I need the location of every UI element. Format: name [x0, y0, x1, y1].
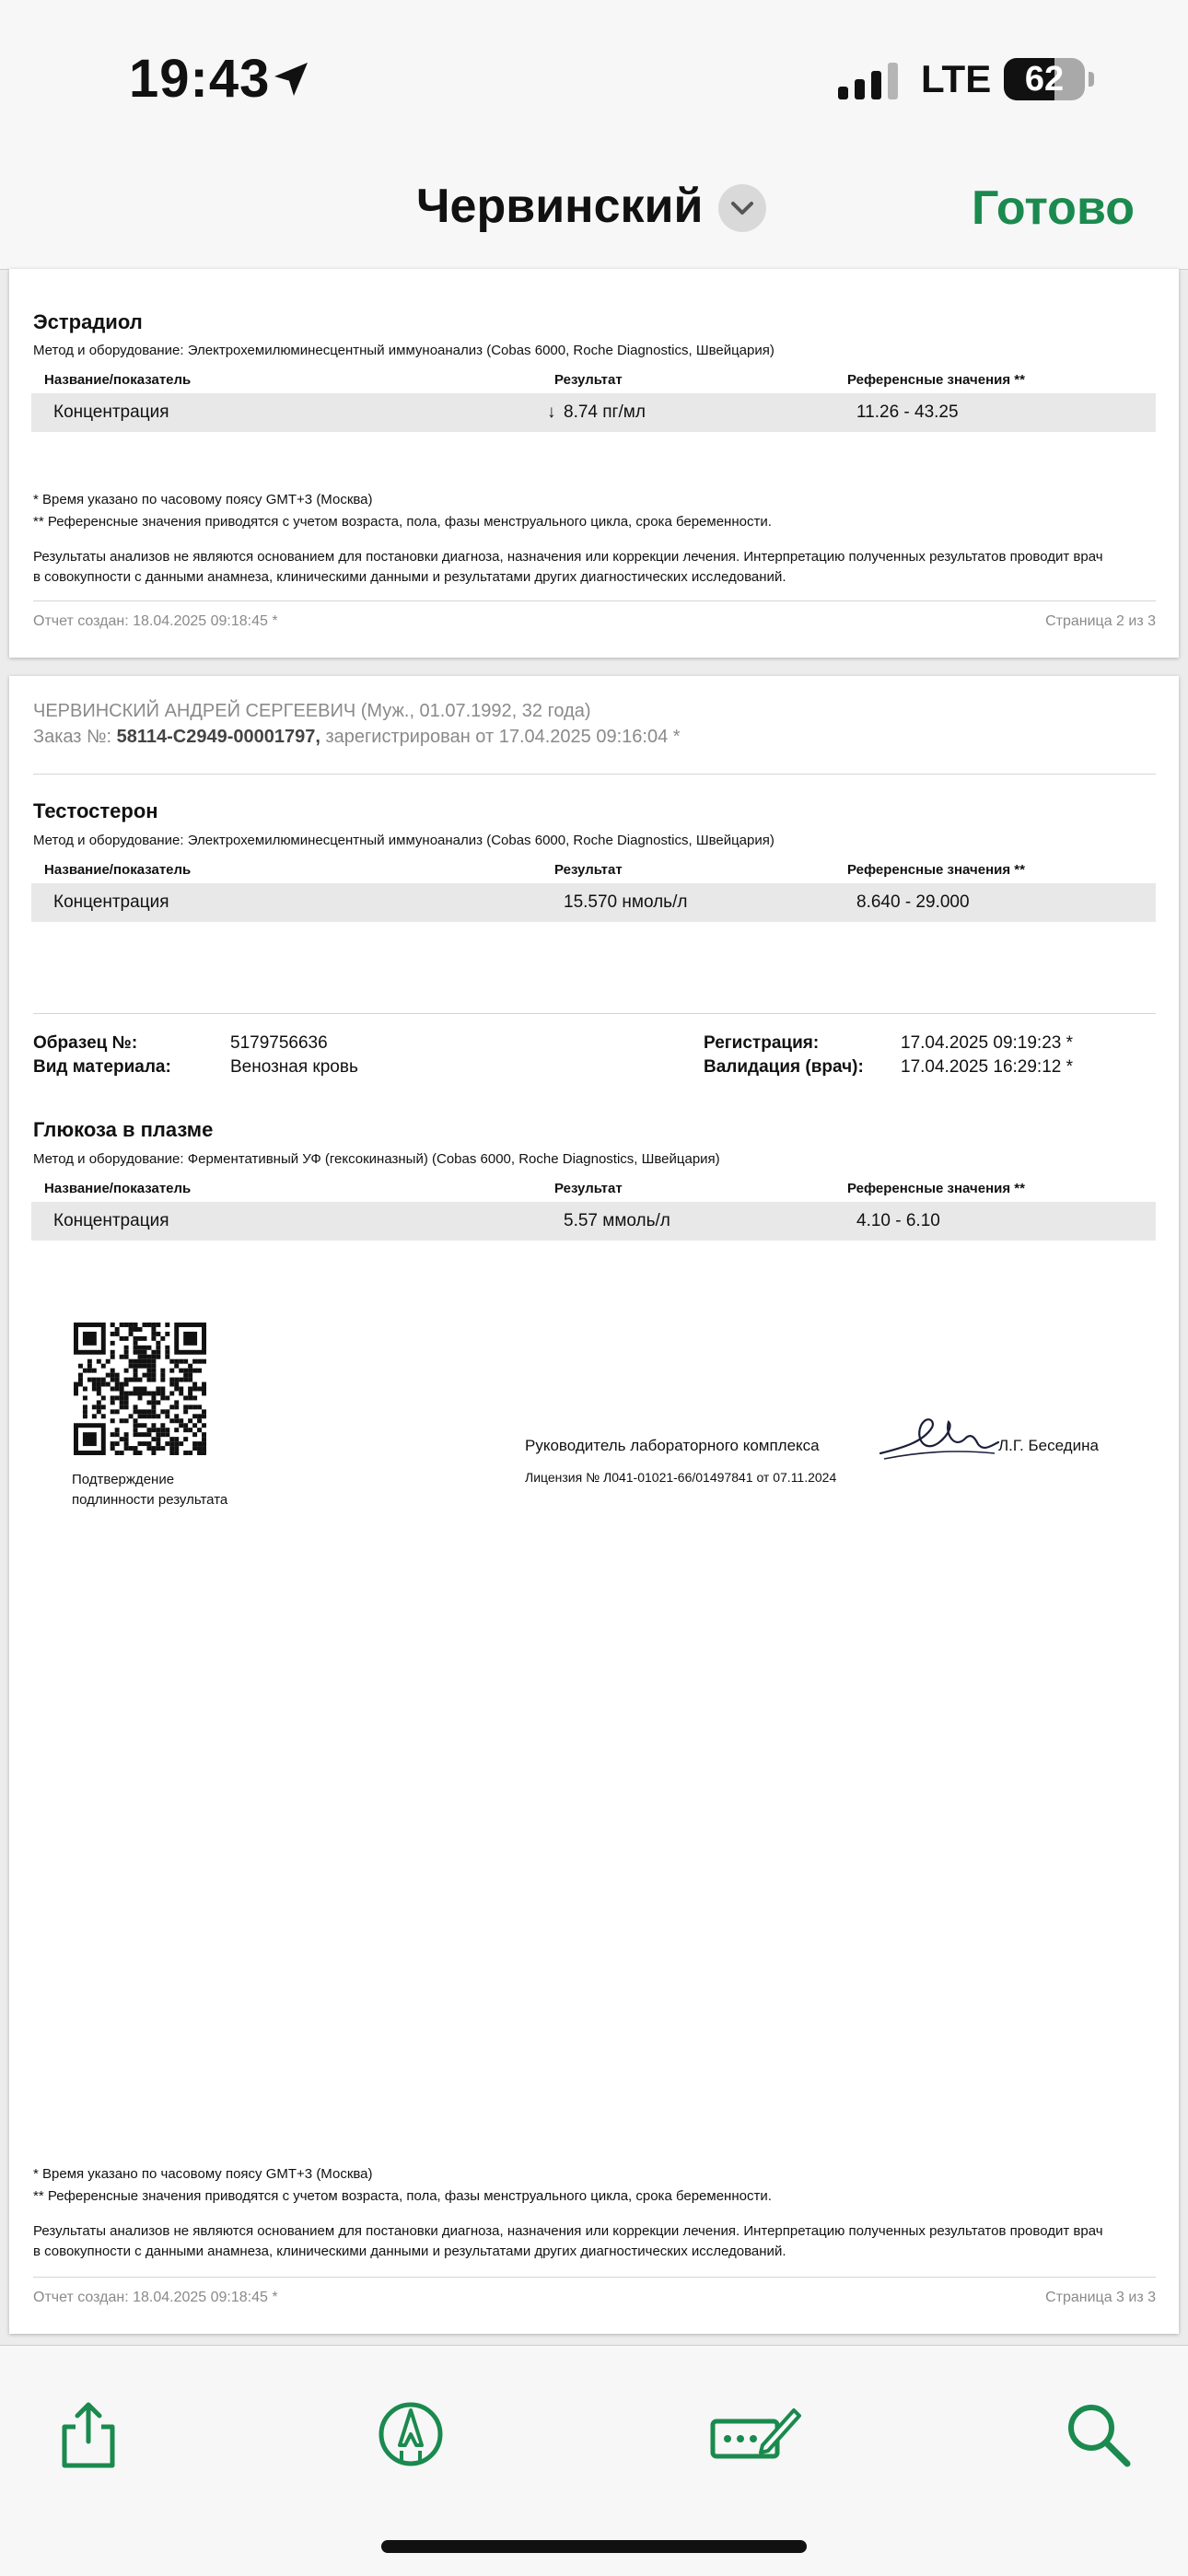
timezone-note: * Время указано по часовому поясу GMT+3 (Москва)	[33, 2166, 373, 2182]
row-reference: 4.10 - 6.10	[856, 1211, 940, 1230]
test-title: Глюкоза в плазме	[33, 1118, 214, 1141]
timezone-note: * Время указано по часовому поясу GMT+3 (Москва)	[33, 492, 373, 507]
registration-value: 17.04.2025 09:19:23 *	[901, 1033, 1074, 1053]
test-method: Метод и оборудование: Электрохемилюминесцентный иммуноанализ (Cobas 6000, Roche Diagnostics, Швейцария)	[33, 343, 775, 358]
registration-label: Регистрация:	[704, 1033, 820, 1053]
row-name: Концентрация	[53, 892, 169, 912]
report-created: Отчет создан: 18.04.2025 09:18:45 *	[33, 2290, 278, 2305]
material-value: Венозная кровь	[230, 1057, 358, 1077]
column-header-reference: Референсные значения **	[847, 372, 1025, 388]
row-result: 15.570 нмоль/л	[564, 892, 688, 912]
license-info: Лицензия № Л041-01021-66/01497841 от 07.11.2024	[525, 1470, 837, 1485]
report-created: Отчет создан: 18.04.2025 09:18:45 *	[33, 613, 278, 629]
row-reference: 8.640 - 29.000	[856, 892, 970, 912]
search-icon[interactable]	[1061, 2397, 1135, 2471]
document-page-2	[9, 269, 1179, 658]
chevron-down-icon	[718, 184, 766, 232]
share-icon[interactable]	[52, 2397, 125, 2471]
battery-percent: 62	[1024, 60, 1065, 99]
network-type: LTE	[921, 57, 992, 100]
title-menu-button[interactable]	[718, 184, 766, 232]
document-page-3	[9, 676, 1179, 2334]
qr-caption-line-1: Подтверждение	[72, 1472, 175, 1487]
status-bar	[0, 0, 1188, 157]
clock: 19:43	[129, 49, 271, 109]
cellular-signal-icon	[838, 63, 899, 99]
disclaimer-line-2: в совокупности с данными анамнеза, клиническими данными и результатами других диагностических исследований.	[33, 2244, 786, 2259]
order-registered: зарегистрирован от 17.04.2025 09:16:04 *	[325, 727, 681, 747]
page-number: Страница 3 из 3	[1045, 2290, 1156, 2305]
column-header-result: Результат	[554, 1181, 623, 1196]
signer-role: Руководитель лабораторного комплекса	[525, 1437, 820, 1454]
battery-tip	[1089, 72, 1094, 87]
test-method: Метод и оборудование: Электрохемилюминесцентный иммуноанализ (Cobas 6000, Roche Diagnostics, Швейцария)	[33, 833, 775, 848]
divider	[33, 774, 1156, 775]
signature-image	[875, 1405, 1004, 1470]
nav-bar	[0, 157, 1188, 270]
result-row	[31, 883, 1156, 922]
page-number: Страница 2 из 3	[1045, 613, 1156, 629]
disclaimer-line-1: Результаты анализов не являются основанием для постановки диагноза, назначения или коррекции лечения. Интерпретацию полученных результатов проводит врач	[33, 2223, 1103, 2239]
test-title: Эстрадиол	[33, 310, 143, 333]
row-reference: 11.26 - 43.25	[856, 402, 959, 422]
signature-icon[interactable]	[709, 2397, 801, 2471]
test-title: Тестостерон	[33, 799, 158, 822]
column-header-result: Результат	[554, 862, 623, 878]
column-header-name: Название/показатель	[44, 372, 192, 388]
validation-value: 17.04.2025 16:29:12 *	[901, 1057, 1074, 1077]
order-number: 58114-C2949-00001797,	[116, 727, 320, 747]
divider	[33, 600, 1156, 601]
low-flag-icon: ↓	[547, 402, 556, 422]
result-row	[31, 1202, 1156, 1241]
column-header-reference: Референсные значения **	[847, 1181, 1025, 1196]
sample-number: 5179756636	[230, 1033, 328, 1053]
reference-note: ** Референсные значения приводятся с учетом возраста, пола, фазы менструального цикла, срока беременности.	[33, 2188, 772, 2204]
battery-icon	[1004, 58, 1085, 100]
sample-label: Образец №:	[33, 1033, 138, 1053]
order-label: Заказ №:	[33, 727, 112, 747]
column-header-reference: Референсные значения **	[847, 862, 1025, 878]
markup-icon[interactable]	[374, 2397, 448, 2471]
column-header-name: Название/показатель	[44, 1181, 192, 1196]
result-row	[31, 393, 1156, 432]
order-info	[33, 724, 681, 750]
row-result: 5.57 ммоль/л	[564, 1211, 670, 1230]
qr-caption-line-2: подлинности результата	[72, 1492, 228, 1508]
material-label: Вид материала:	[33, 1057, 171, 1077]
row-result: 8.74 пг/мл	[564, 402, 646, 422]
disclaimer-line-1: Результаты анализов не являются основанием для постановки диагноза, назначения или коррекции лечения. Интерпретацию полученных результатов проводит врач	[33, 549, 1103, 565]
location-arrow-icon	[269, 57, 313, 101]
signer-name: Л.Г. Беседина	[998, 1437, 1099, 1454]
document-title[interactable]: Червинский	[416, 180, 704, 233]
patient-info: ЧЕРВИНСКИЙ АНДРЕЙ СЕРГЕЕВИЧ (Муж., 01.07.1992, 32 года)	[33, 701, 591, 721]
column-header-result: Результат	[554, 372, 623, 388]
test-method: Метод и оборудование: Ферментативный УФ (гексокиназный) (Cobas 6000, Roche Diagnostics, Швейцария)	[33, 1151, 720, 1167]
validation-label: Валидация (врач):	[704, 1057, 864, 1077]
divider	[33, 1013, 1156, 1014]
divider	[33, 2277, 1156, 2278]
qr-code-icon[interactable]	[74, 1323, 206, 1455]
home-indicator	[381, 2540, 807, 2553]
reference-note: ** Референсные значения приводятся с учетом возраста, пола, фазы менструального цикла, срока беременности.	[33, 514, 772, 530]
column-header-name: Название/показатель	[44, 862, 192, 878]
disclaimer-line-2: в совокупности с данными анамнеза, клиническими данными и результатами других диагностических исследований.	[33, 569, 786, 585]
row-name: Концентрация	[53, 1211, 169, 1230]
done-button[interactable]: Готово	[972, 181, 1135, 235]
row-name: Концентрация	[53, 402, 169, 422]
